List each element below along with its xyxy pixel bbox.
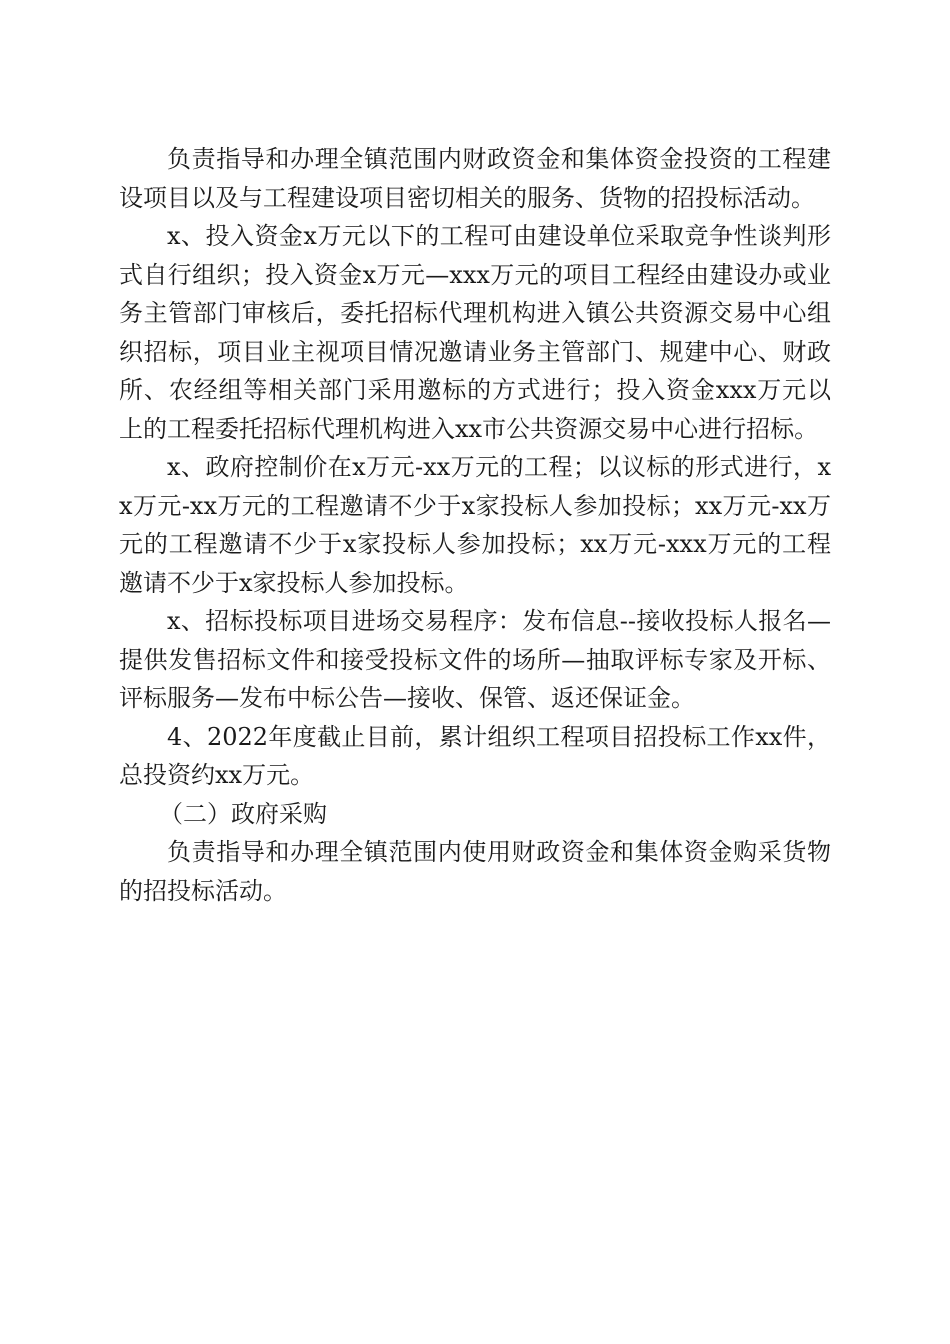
document-body [119,140,831,910]
paragraph-control-price: x、政府控制价在x万元-xx万元的工程；以议标的形式进行，xx万元-xx万元的工程邀请不少于x家投标人参加投标；xx万元-xx万元的工程邀请不少于x家投标人参加投标；xx万元-xxx万元的工程邀请不少于x家投标人参加投标。 [119,453,831,597]
paragraph-procurement-scope: 负责指导和办理全镇范围内使用财政资金和集体资金购采货物的招投标活动。 [119,838,831,905]
paragraph-annual-summary: 4、2022年度截止目前，累计组织工程项目招投标工作xx件，总投资约xx万元。 [119,722,831,789]
paragraph-scope: 负责指导和办理全镇范围内财政资金和集体资金投资的工程建设项目以及与工程建设项目密切相关的服务、货物的招投标活动。 [119,145,831,212]
paragraph-tender-thresholds: x、投入资金x万元以下的工程可由建设单位采取竞争性谈判形式自行组织；投入资金x万元—xxx万元的项目工程经由建设办或业务主管部门审核后，委托招标代理机构进入镇公共资源交易中心组织招标，项目业主视项目情况邀请业务主管部门、规建中心、财政所、农经组等相关部门采用邀标的方式进行；投入资金xxx万元以上的工程委托招标代理机构进入xx市公共资源交易中心进行招标。 [119,222,831,443]
section-heading-government-procurement: （二）政府采购 [159,799,327,828]
paragraph-trading-procedure: x、招标投标项目进场交易程序：发布信息--接收投标人报名—提供发售招标文件和接受投标文件的场所—抽取评标专家及开标、评标服务—发布中标公告—接收、保管、返还保证金。 [119,607,831,712]
